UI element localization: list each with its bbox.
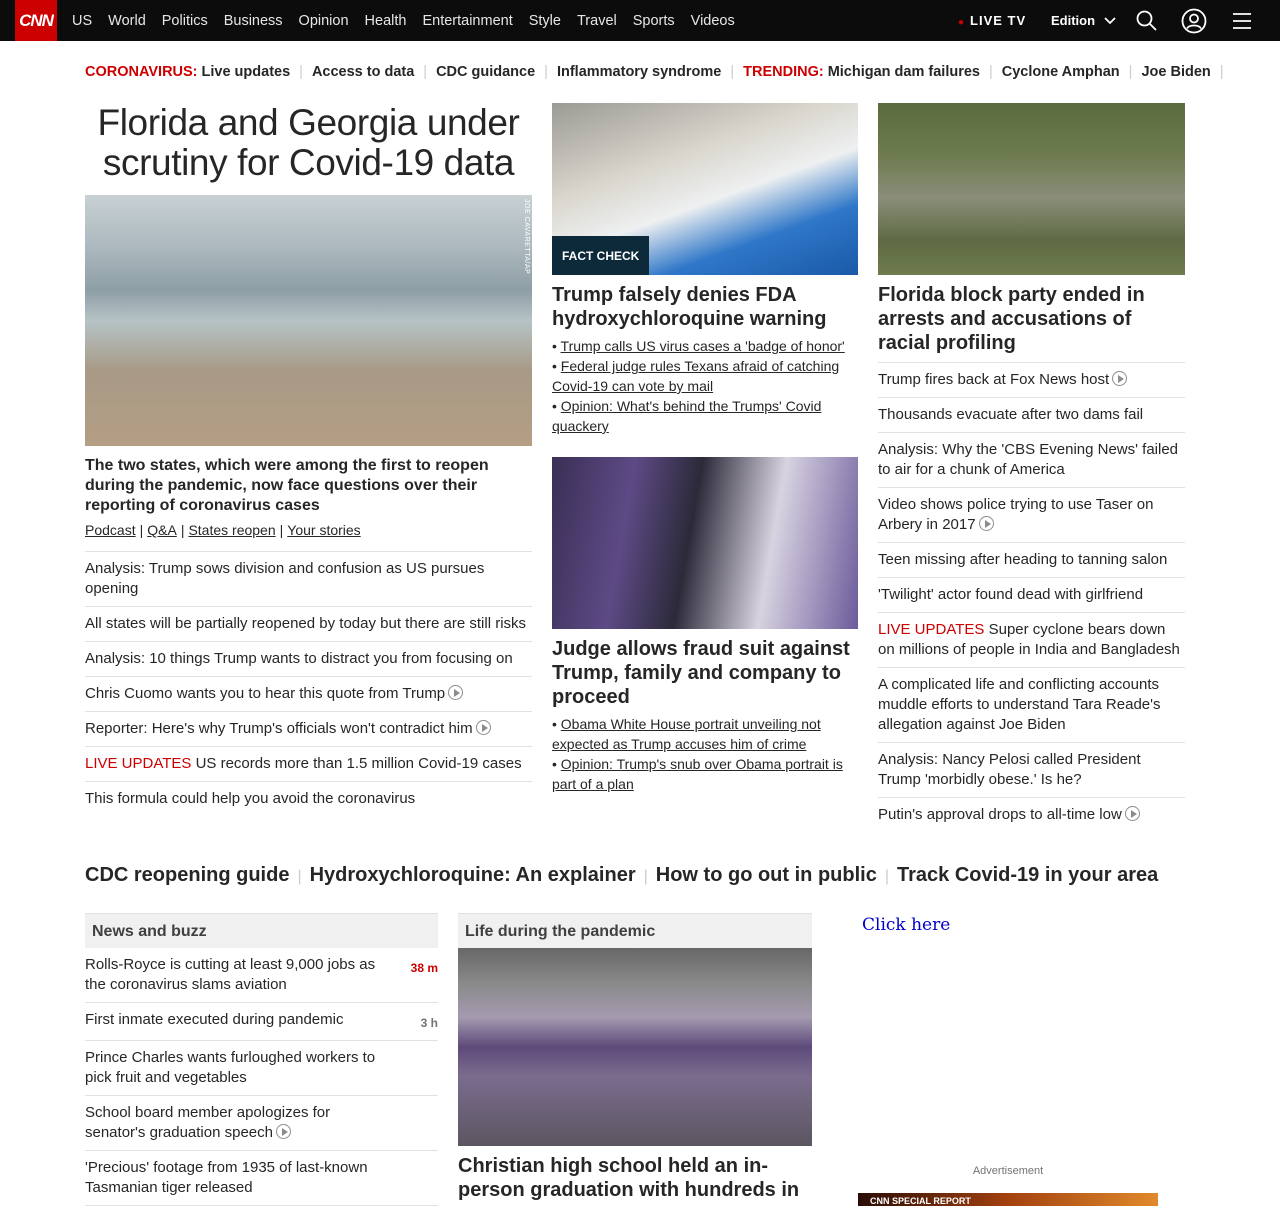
headline-text: Reporter: Here's why Trump's officials won't contradict him	[85, 720, 473, 737]
list-item[interactable]	[878, 742, 1185, 797]
nav-link-entertainment[interactable]: Entertainment	[422, 12, 513, 29]
nav-link-business[interactable]: Business	[223, 12, 283, 29]
link-podcast[interactable]: Podcast	[85, 522, 136, 538]
guide-go-out-in-public[interactable]: How to go out in public	[655, 864, 877, 886]
nav-link-videos[interactable]: Videos	[690, 12, 735, 29]
headline-text: Rolls-Royce is cutting at least 9,000 jobs as the coronavirus slams aviation	[85, 956, 376, 993]
list-item[interactable]	[878, 542, 1185, 577]
separator: |	[884, 868, 889, 885]
list-item[interactable]	[85, 606, 532, 641]
separator: |	[139, 522, 144, 538]
headline-text: Chris Cuomo wants you to hear this quote from Trump	[85, 685, 446, 702]
separator: |	[544, 64, 548, 80]
nav-link-world[interactable]: World	[108, 12, 146, 29]
timestamp: 3 h	[420, 1016, 438, 1030]
ad-click-here-link[interactable]: Click here	[862, 915, 951, 935]
related-bullets: • Trump calls US virus cases a 'badge of honor' • Federal judge rules Texans afraid of catching Covid-19 can vote by mail • Opinion: What's behind the Trumps' Covid quackery	[552, 338, 845, 434]
separator: |	[730, 64, 735, 80]
bullet-link[interactable]: Federal judge rules Texans afraid of catching Covid-19 can vote by mail	[552, 358, 840, 394]
separator: |	[1219, 64, 1224, 80]
headline-text: Analysis: Why the 'CBS Evening News' failed to air for a chunk of America	[878, 441, 1179, 478]
fact-check-badge: FACT CHECK	[552, 236, 649, 275]
separator: |	[988, 64, 993, 80]
trending-item-joe-biden[interactable]: Joe Biden	[1141, 64, 1211, 80]
headline-text: Analysis: 10 things Trump wants to distract you from focusing on	[85, 650, 513, 667]
list-item[interactable]	[878, 397, 1185, 432]
list-item[interactable]	[85, 1041, 438, 1096]
news-and-buzz-zone	[85, 913, 438, 1206]
headline-text: Analysis: Trump sows division and confusion as US pursues opening	[85, 560, 485, 597]
trending-label: TRENDING:	[743, 64, 824, 80]
image-credit: JOE CAVARETTA/AP	[523, 199, 530, 275]
live-updates-label: LIVE UPDATES	[85, 755, 192, 772]
list-item[interactable]	[85, 676, 532, 711]
separator: |	[279, 522, 284, 538]
headline-text: A complicated life and conflicting accounts muddle efforts to understand Tara Reade's allegation against Joe Biden	[878, 676, 1161, 733]
advertisement-label: Advertisement	[972, 1165, 1044, 1177]
related-bullets: • Obama White House portrait unveiling not expected as Trump accuses him of crime • Opinion: Trump's snub over Obama portrait is part of a plan	[552, 716, 843, 792]
list-item[interactable]	[85, 781, 532, 816]
separator: |	[180, 522, 185, 538]
list-item[interactable]	[878, 487, 1185, 542]
list-item[interactable]	[85, 1003, 438, 1041]
ad-banner-text: CNN SPECIAL REPORT	[870, 1196, 971, 1206]
headline-text: Putin's approval drops to all-time low	[878, 806, 1122, 823]
section-nav	[72, 0, 751, 41]
story-headline-graduation[interactable]: Christian high school held an in-person graduation with hundreds in	[458, 1155, 800, 1201]
guide-cdc-reopening[interactable]: CDC reopening guide	[85, 864, 290, 886]
life-during-pandemic-zone	[458, 913, 812, 1202]
nav-link-opinion[interactable]: Opinion	[298, 12, 349, 29]
chevron-down-icon	[1104, 17, 1116, 25]
center-column	[552, 103, 858, 794]
trending-item-cyclone-amphan[interactable]: Cyclone Amphan	[1001, 64, 1120, 80]
play-icon	[979, 516, 994, 531]
bullet-link[interactable]: Opinion: Trump's snub over Obama portrait is part of a plan	[552, 756, 843, 792]
trending-item-cdc-guidance[interactable]: CDC guidance	[436, 64, 536, 80]
play-icon	[1125, 806, 1140, 821]
play-icon	[1112, 371, 1127, 386]
lead-image-beach[interactable]	[85, 195, 532, 446]
right-column	[878, 103, 1185, 832]
headline-text: All states will be partially reopened by today but there are still risks	[85, 615, 527, 632]
headline-text: Video shows police trying to use Taser on Arbery in 2017	[878, 496, 1154, 533]
play-icon	[448, 685, 463, 700]
separator: |	[423, 64, 428, 80]
headline-text: First inmate executed during pandemic	[85, 1011, 344, 1028]
bullet-link[interactable]: Opinion: What's behind the Trumps' Covid quackery	[552, 398, 822, 434]
edition-label: Edition	[1051, 13, 1096, 28]
lead-headline[interactable]: Florida and Georgia under scrutiny for Covid-19 data	[97, 102, 520, 183]
list-item[interactable]	[85, 948, 438, 1003]
list-item[interactable]	[85, 551, 532, 606]
list-item[interactable]	[878, 612, 1185, 667]
nav-link-sports[interactable]: Sports	[632, 12, 675, 29]
trending-item-access-to-data[interactable]: Access to data	[311, 64, 415, 80]
nav-link-us[interactable]: US	[72, 12, 93, 29]
link-qa[interactable]: Q&A	[147, 522, 177, 538]
live-indicator-icon: ●	[958, 17, 966, 28]
trending-item-inflammatory-syndrome[interactable]: Inflammatory syndrome	[556, 64, 722, 80]
link-your-stories[interactable]: Your stories	[287, 522, 361, 538]
play-icon	[476, 720, 491, 735]
story-image-block-party[interactable]	[878, 103, 1185, 275]
headline-text: Analysis: Nancy Pelosi called President Trump 'morbidly obese.' Is he?	[878, 751, 1141, 788]
nav-link-style[interactable]: Style	[528, 12, 561, 29]
list-item[interactable]	[878, 362, 1185, 397]
lead-column	[85, 103, 532, 816]
headline-text: 'Twilight' actor found dead with girlfriend	[878, 586, 1144, 603]
story-headline-fraud-suit[interactable]: Judge allows fraud suit against Trump, family and company to proceed	[552, 638, 850, 708]
list-item[interactable]	[85, 711, 532, 746]
account-icon[interactable]	[1181, 8, 1207, 34]
bullet-link[interactable]: Obama White House portrait unveiling not expected as Trump accuses him of crime	[552, 716, 821, 752]
headline-text: Trump fires back at Fox News host	[878, 371, 1110, 388]
separator: |	[643, 868, 648, 885]
menu-icon[interactable]	[1229, 8, 1255, 34]
timestamp: 38 m	[410, 961, 438, 975]
bullet-link[interactable]: Trump calls US virus cases a 'badge of honor'	[560, 338, 845, 354]
separator: |	[1128, 64, 1133, 80]
separator: |	[297, 868, 302, 885]
nav-link-health[interactable]: Health	[364, 12, 407, 29]
headline-text: School board member apologizes for senator's graduation speech	[85, 1104, 331, 1141]
list-item[interactable]	[878, 577, 1185, 612]
headline-text: Teen missing after heading to tanning salon	[878, 551, 1168, 568]
story-headline-fda[interactable]: Trump falsely denies FDA hydroxychloroquine warning	[552, 284, 827, 330]
trending-item-michigan-dam[interactable]: Michigan dam failures	[827, 64, 980, 80]
live-tv-label: LIVE TV	[970, 13, 1027, 28]
cnn-logo[interactable]: CNN	[15, 0, 57, 41]
lead-related-links	[85, 522, 532, 538]
list-item[interactable]	[878, 797, 1185, 832]
zone-title: News and buzz	[85, 913, 438, 948]
live-updates-label: LIVE UPDATES	[878, 621, 985, 638]
list-item[interactable]	[878, 432, 1185, 487]
link-states-reopen[interactable]: States reopen	[188, 522, 276, 538]
list-item[interactable]	[85, 1096, 438, 1151]
guide-track-covid[interactable]: Track Covid-19 in your area	[897, 864, 1159, 886]
headline-text: This formula could help you avoid the coronavirus	[85, 790, 416, 807]
search-icon[interactable]	[1134, 8, 1160, 34]
trending-item-live-updates[interactable]: Live updates	[201, 64, 291, 80]
story-headline-block-party[interactable]: Florida block party ended in arrests and accusations of racial profiling	[878, 284, 1145, 354]
coronavirus-label: CORONAVIRUS:	[85, 64, 198, 80]
trending-bar	[85, 62, 1233, 82]
headline-text: Thousands evacuate after two dams fail	[878, 406, 1144, 423]
right-story-list	[878, 362, 1185, 832]
top-navigation	[0, 0, 1280, 41]
headline-text: Prince Charles wants furloughed workers to pick fruit and vegetables	[85, 1049, 376, 1086]
ad-banner[interactable]	[858, 1193, 1158, 1206]
coronavirus-guides	[85, 864, 1158, 887]
lead-description[interactable]: The two states, which were among the first to reopen during the pandemic, now face questions over their reporting of coronavirus cases	[85, 457, 489, 514]
guide-hydroxychloroquine[interactable]: Hydroxychloroquine: An explainer	[309, 864, 636, 886]
nav-link-politics[interactable]: Politics	[161, 12, 208, 29]
story-image-pills[interactable]	[552, 103, 858, 275]
headline-text: Super cyclone bears down on millions of people in India and Bangladesh	[878, 621, 1180, 658]
list-item[interactable]	[85, 641, 532, 676]
list-item[interactable]	[85, 746, 532, 781]
nav-link-travel[interactable]: Travel	[576, 12, 617, 29]
live-tv-link[interactable]	[958, 13, 1026, 28]
zone-title: Life during the pandemic	[458, 913, 812, 948]
edition-menu[interactable]	[1051, 13, 1116, 28]
list-item[interactable]	[878, 667, 1185, 742]
story-image-trump-family[interactable]	[552, 457, 858, 629]
headline-text: US records more than 1.5 million Covid-19 cases	[195, 755, 522, 772]
lead-story-list	[85, 551, 532, 816]
story-image-graduation[interactable]	[458, 948, 812, 1146]
play-icon	[276, 1124, 291, 1139]
separator: |	[299, 64, 303, 80]
headline-text: 'Precious' footage from 1935 of last-known Tasmanian tiger released	[85, 1159, 368, 1196]
list-item[interactable]	[85, 1151, 438, 1206]
